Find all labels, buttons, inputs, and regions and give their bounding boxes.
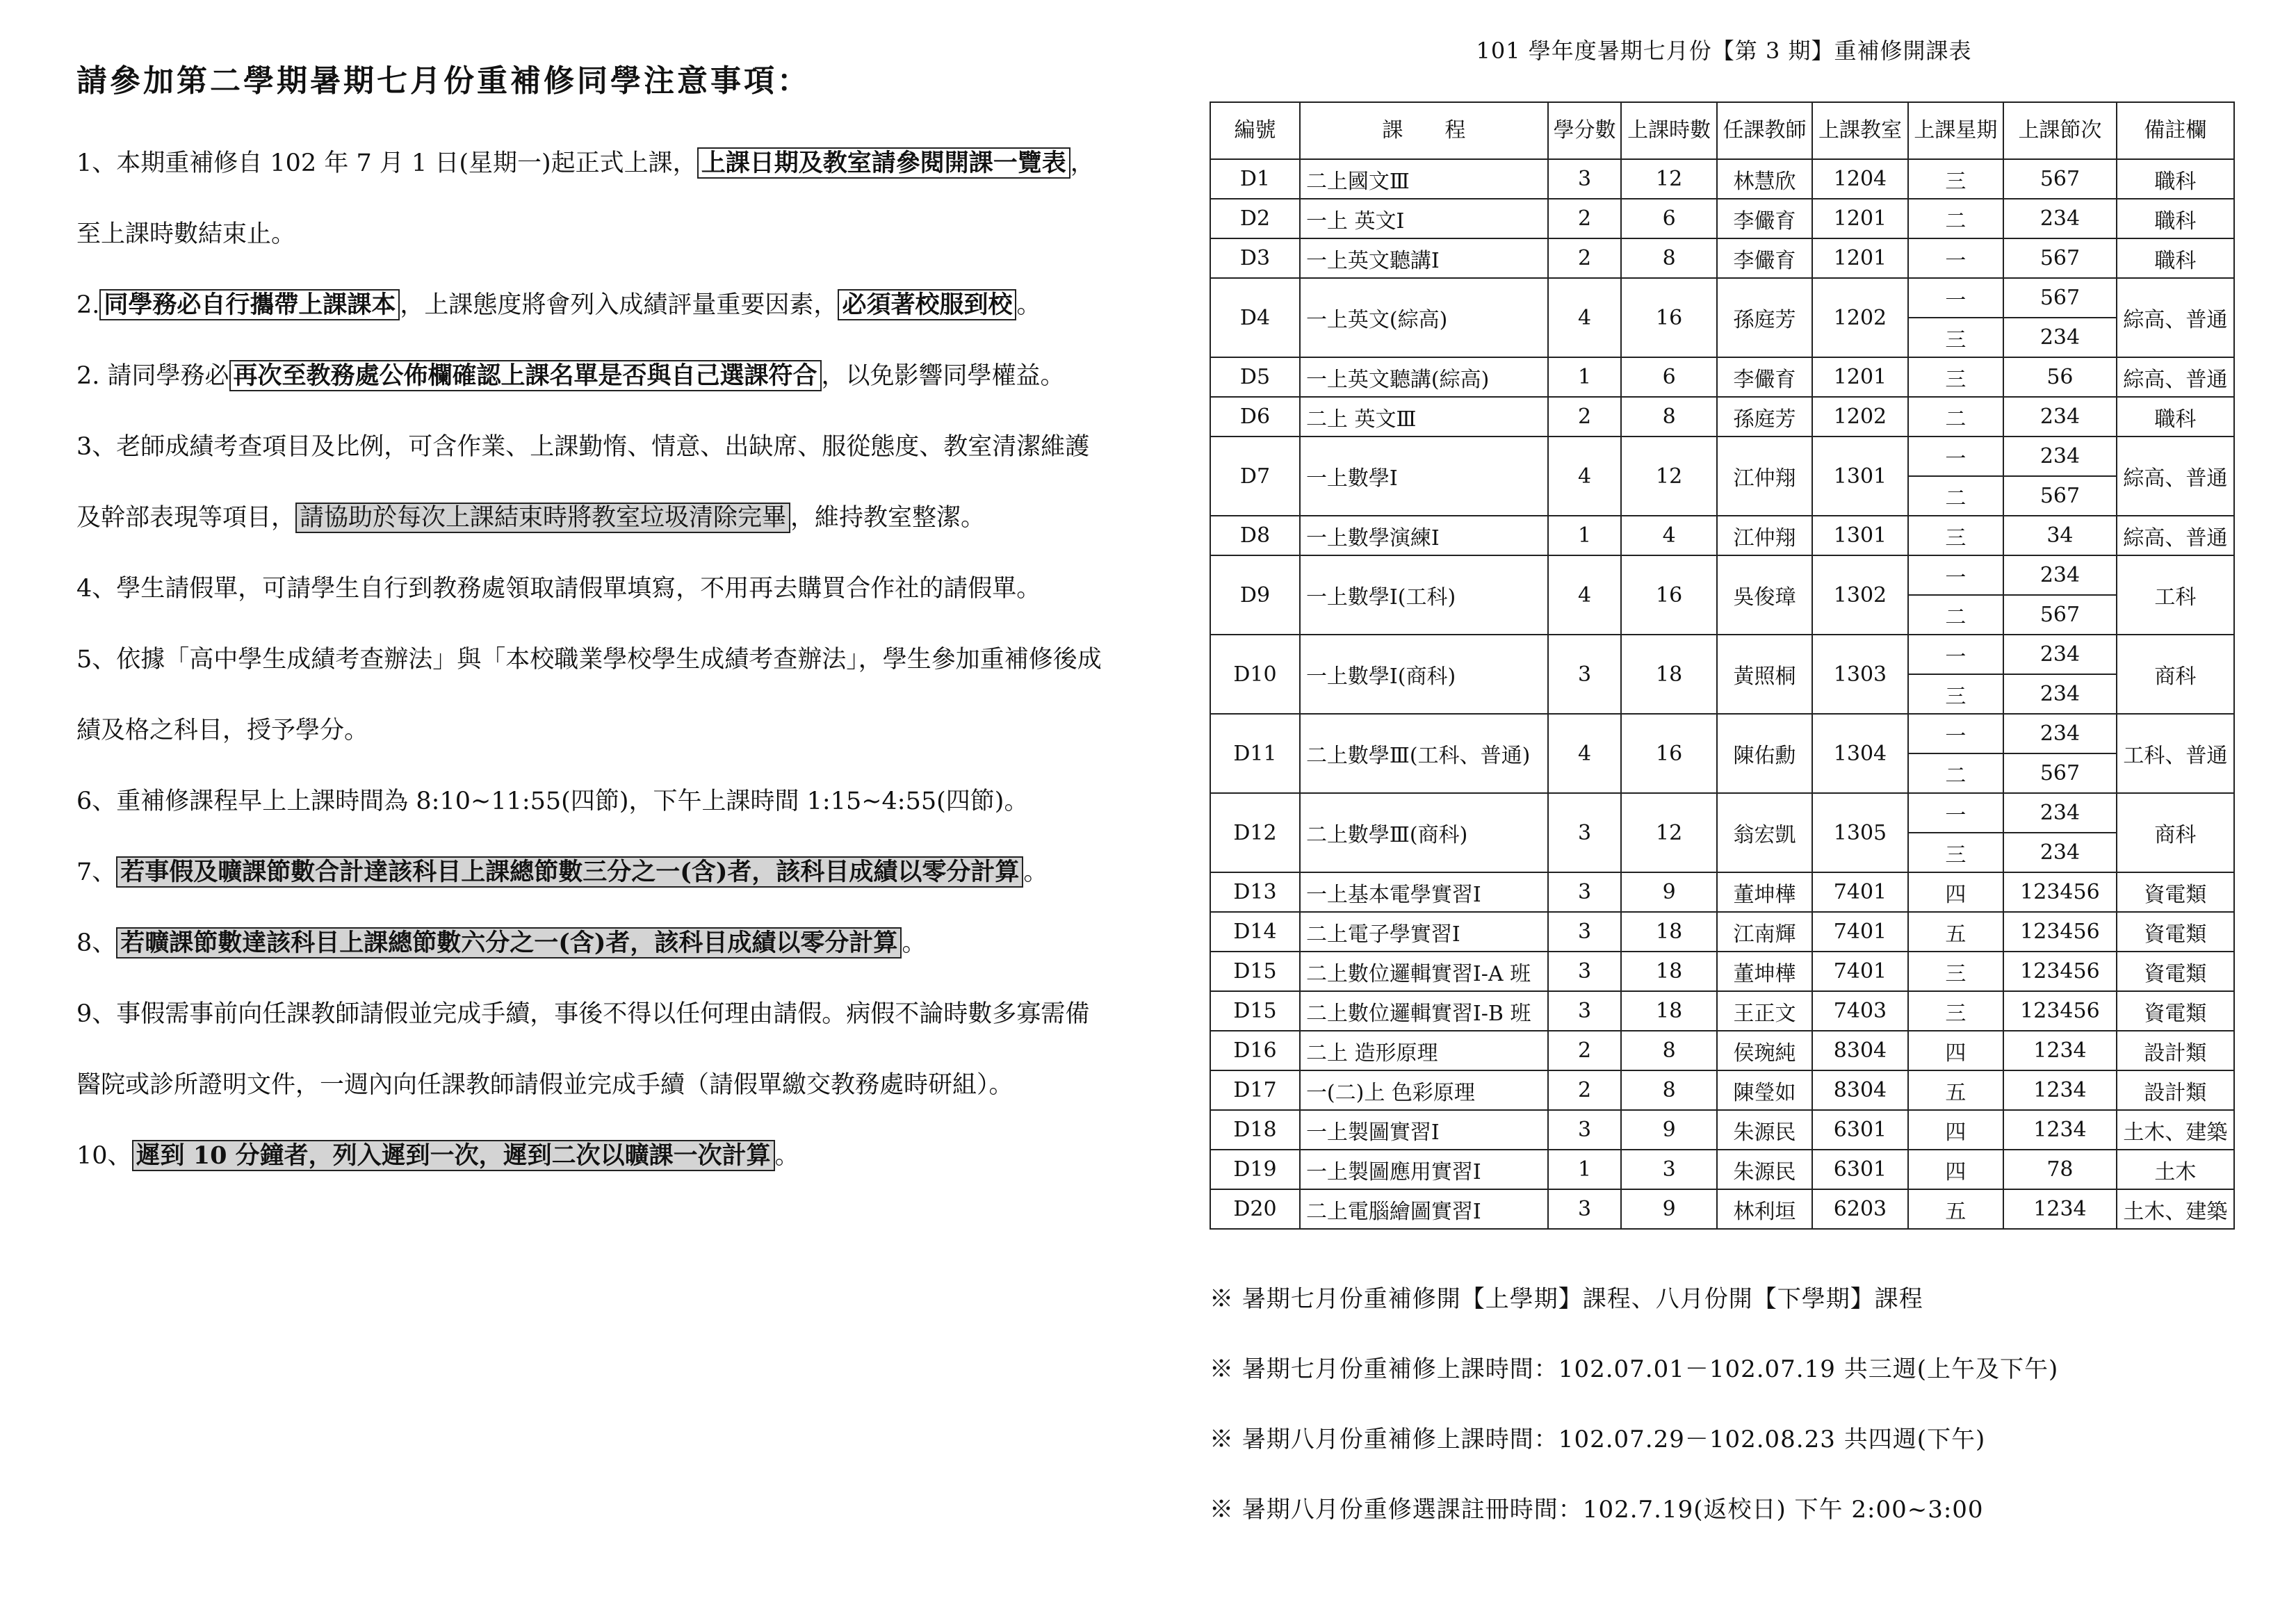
period-cell: 78 bbox=[2003, 1150, 2117, 1189]
notice-item bbox=[76, 766, 1105, 837]
course-name-cell: 一上數學演練Ⅰ bbox=[1300, 516, 1548, 555]
room-cell: 1304 bbox=[1812, 714, 1907, 793]
course-id-cell: D13 bbox=[1210, 872, 1300, 912]
course-name-cell: 二上電子學實習Ⅰ bbox=[1300, 912, 1548, 952]
credit-cell: 3 bbox=[1548, 1110, 1622, 1150]
period-cell: 1234 bbox=[2003, 1031, 2117, 1070]
note-cell: 土木 bbox=[2117, 1150, 2234, 1189]
credit-cell: 2 bbox=[1548, 397, 1622, 437]
room-cell: 1305 bbox=[1812, 793, 1907, 872]
table-row bbox=[1210, 357, 2234, 397]
period-cell: 234 bbox=[2003, 318, 2117, 357]
table-body bbox=[1210, 159, 2234, 1229]
course-id-cell: D14 bbox=[1210, 912, 1300, 952]
weekday-cell: 一 bbox=[1908, 714, 2003, 753]
teacher-cell: 江南輝 bbox=[1717, 912, 1812, 952]
schedule-notes bbox=[1210, 1264, 2238, 1545]
weekday-cell: 四 bbox=[1908, 872, 2003, 912]
course-id-cell: D19 bbox=[1210, 1150, 1300, 1189]
room-cell: 7403 bbox=[1812, 991, 1907, 1031]
room-cell: 7401 bbox=[1812, 912, 1907, 952]
schedule-note: ※ 暑期八月份重修選課註冊時間：102.7.19(返校日) 下午 2:00~3:00 bbox=[1210, 1496, 1984, 1524]
boxed-text: 若曠課節數達該科目上課總節數六分之一(含)者，該科目成績以零分計算 bbox=[116, 927, 902, 959]
course-name-cell: 一上數學Ⅰ bbox=[1300, 437, 1548, 516]
schedule-note: ※ 暑期七月份重補修上課時間：102.07.01－102.07.19 共三週(上午及下午) bbox=[1210, 1355, 2059, 1383]
hours-cell: 18 bbox=[1621, 635, 1716, 714]
credit-cell: 2 bbox=[1548, 1070, 1622, 1110]
table-row bbox=[1210, 1070, 2234, 1110]
credit-cell: 1 bbox=[1548, 357, 1622, 397]
course-id-cell: D6 bbox=[1210, 397, 1300, 437]
course-id-cell: D4 bbox=[1210, 278, 1300, 357]
hours-cell: 9 bbox=[1621, 872, 1716, 912]
teacher-cell: 董坤樺 bbox=[1717, 872, 1812, 912]
course-name-cell: 一上英文(綜高) bbox=[1300, 278, 1548, 357]
credit-cell: 3 bbox=[1548, 1189, 1622, 1229]
weekday-cell: 三 bbox=[1908, 674, 2003, 714]
note-cell: 土木、建築 bbox=[2117, 1110, 2234, 1150]
notice-text: 4、學生請假單，可請學生自行到教務處領取請假單填寫，不用再去購買合作社的請假單。 bbox=[76, 575, 1041, 603]
teacher-cell: 林慧欣 bbox=[1717, 159, 1812, 199]
course-name-cell: 一上 英文Ⅰ bbox=[1300, 199, 1548, 238]
course-name-cell: 二上電腦繪圖實習Ⅰ bbox=[1300, 1189, 1548, 1229]
weekday-cell: 二 bbox=[1908, 199, 2003, 238]
teacher-cell: 朱源民 bbox=[1717, 1150, 1812, 1189]
col-teacher-header: 任課教師 bbox=[1717, 102, 1812, 159]
course-id-cell: D20 bbox=[1210, 1189, 1300, 1229]
teacher-cell: 李儼育 bbox=[1717, 357, 1812, 397]
teacher-cell: 翁宏凱 bbox=[1717, 793, 1812, 872]
teacher-cell: 李儼育 bbox=[1717, 238, 1812, 278]
course-name-cell: 一上英文聽講Ⅰ bbox=[1300, 238, 1548, 278]
course-id-cell: D7 bbox=[1210, 437, 1300, 516]
table-row bbox=[1210, 1150, 2234, 1189]
table-row bbox=[1210, 793, 2234, 833]
hours-cell: 8 bbox=[1621, 1070, 1716, 1110]
table-row bbox=[1210, 635, 2234, 674]
period-cell: 234 bbox=[2003, 555, 2117, 595]
notice-item bbox=[76, 908, 1105, 979]
notice-text: 7、 bbox=[76, 858, 117, 886]
note-cell: 資電類 bbox=[2117, 991, 2234, 1031]
note-cell: 資電類 bbox=[2117, 952, 2234, 991]
col-course-header: 課 程 bbox=[1300, 102, 1548, 159]
room-cell: 1201 bbox=[1812, 357, 1907, 397]
boxed-text: 若事假及曠課節數合計達該科目上課總節數三分之一(含)者，該科目成績以零分計算 bbox=[116, 856, 1023, 888]
notice-text: ，維持教室整潔。 bbox=[790, 504, 986, 532]
notice-text: ，上課態度將會列入成績評量重要因素， bbox=[400, 291, 838, 319]
note-cell: 設計類 bbox=[2117, 1070, 2234, 1110]
weekday-cell: 一 bbox=[1908, 238, 2003, 278]
hours-cell: 9 bbox=[1621, 1110, 1716, 1150]
hours-cell: 12 bbox=[1621, 437, 1716, 516]
boxed-text: 遲到 10 分鐘者，列入遲到一次，遲到二次以曠課一次計算 bbox=[132, 1140, 775, 1171]
credit-cell: 4 bbox=[1548, 278, 1622, 357]
course-name-cell: 一上數學Ⅰ(商科) bbox=[1300, 635, 1548, 714]
room-cell: 1201 bbox=[1812, 199, 1907, 238]
boxed-text: 上課日期及教室請參閱開課一覽表 bbox=[697, 147, 1070, 179]
room-cell: 1204 bbox=[1812, 159, 1907, 199]
credit-cell: 1 bbox=[1548, 1150, 1622, 1189]
boxed-text: 再次至教務處公佈欄確認上課名單是否與自己選課符合 bbox=[229, 360, 822, 391]
course-name-cell: 二上數位邏輯實習Ⅰ-B 班 bbox=[1300, 991, 1548, 1031]
teacher-cell: 李儼育 bbox=[1717, 199, 1812, 238]
course-id-cell: D18 bbox=[1210, 1110, 1300, 1150]
note-cell: 綜高、普通 bbox=[2117, 516, 2234, 555]
teacher-cell: 吳俊璋 bbox=[1717, 555, 1812, 635]
notice-text: ，至上課時數結束止。 bbox=[76, 149, 1095, 248]
table-row bbox=[1210, 516, 2234, 555]
note-cell: 商科 bbox=[2117, 793, 2234, 872]
course-id-cell: D3 bbox=[1210, 238, 1300, 278]
course-id-cell: D2 bbox=[1210, 199, 1300, 238]
teacher-cell: 陳瑩如 bbox=[1717, 1070, 1812, 1110]
teacher-cell: 孫庭芳 bbox=[1717, 278, 1812, 357]
schedule-title: 101 學年度暑期七月份【第 3 期】重補修開課表 bbox=[1476, 38, 1972, 64]
weekday-cell: 四 bbox=[1908, 1031, 2003, 1070]
notice-item bbox=[76, 341, 1105, 411]
notice-text: 。 bbox=[1016, 291, 1041, 319]
notice-text: 6、重補修課程早上上課時間為 8:10~11:55(四節)，下午上課時間 1:15~4:55(四節)。 bbox=[76, 788, 1029, 815]
notice-text: 8、 bbox=[76, 929, 117, 957]
weekday-cell: 二 bbox=[1908, 397, 2003, 437]
period-cell: 234 bbox=[2003, 635, 2117, 674]
period-cell: 34 bbox=[2003, 516, 2117, 555]
table-row bbox=[1210, 437, 2234, 476]
course-name-cell: 二上數位邏輯實習Ⅰ-A 班 bbox=[1300, 952, 1548, 991]
boxed-text: 同學務必自行攜帶上課課本 bbox=[99, 289, 400, 320]
note-cell: 綜高、普通 bbox=[2117, 357, 2234, 397]
credit-cell: 3 bbox=[1548, 159, 1622, 199]
notice-text: 。 bbox=[774, 1142, 799, 1170]
weekday-cell: 一 bbox=[1908, 278, 2003, 318]
table-row bbox=[1210, 238, 2234, 278]
room-cell: 6301 bbox=[1812, 1110, 1907, 1150]
notice-text: 1、本期重補修自 102 年 7 月 1 日(星期一)起正式上課， bbox=[76, 149, 697, 177]
col-room-header: 上課教室 bbox=[1812, 102, 1907, 159]
notice-text: 10、 bbox=[76, 1142, 132, 1170]
weekday-cell: 五 bbox=[1908, 1070, 2003, 1110]
course-name-cell: 二上 造形原理 bbox=[1300, 1031, 1548, 1070]
credit-cell: 3 bbox=[1548, 793, 1622, 872]
table-row bbox=[1210, 714, 2234, 753]
hours-cell: 3 bbox=[1621, 1150, 1716, 1189]
course-id-cell: D10 bbox=[1210, 635, 1300, 714]
course-name-cell: 二上數學Ⅲ(工科、普通) bbox=[1300, 714, 1548, 793]
period-cell: 567 bbox=[2003, 278, 2117, 318]
table-row bbox=[1210, 199, 2234, 238]
credit-cell: 2 bbox=[1548, 199, 1622, 238]
course-name-cell: 一上數學Ⅰ(工科) bbox=[1300, 555, 1548, 635]
room-cell: 1202 bbox=[1812, 278, 1907, 357]
teacher-cell: 董坤樺 bbox=[1717, 952, 1812, 991]
weekday-cell: 一 bbox=[1908, 793, 2003, 833]
weekday-cell: 五 bbox=[1908, 912, 2003, 952]
course-name-cell: 一上製圖應用實習Ⅰ bbox=[1300, 1150, 1548, 1189]
boxed-text: 必須著校服到校 bbox=[838, 289, 1016, 320]
notice-item bbox=[76, 837, 1105, 908]
room-cell: 1301 bbox=[1812, 516, 1907, 555]
period-cell: 234 bbox=[2003, 397, 2117, 437]
notice-item bbox=[76, 270, 1105, 341]
period-cell: 567 bbox=[2003, 476, 2117, 516]
hours-cell: 8 bbox=[1621, 397, 1716, 437]
notice-list bbox=[76, 128, 1105, 1191]
course-id-cell: D1 bbox=[1210, 159, 1300, 199]
col-hours-header: 上課時數 bbox=[1621, 102, 1716, 159]
credit-cell: 3 bbox=[1548, 952, 1622, 991]
teacher-cell: 黃照桐 bbox=[1717, 635, 1812, 714]
col-credit-header: 學分數 bbox=[1548, 102, 1622, 159]
notice-section bbox=[76, 42, 1105, 1191]
credit-cell: 1 bbox=[1548, 516, 1622, 555]
table-row bbox=[1210, 872, 2234, 912]
teacher-cell: 江仲翔 bbox=[1717, 516, 1812, 555]
weekday-cell: 二 bbox=[1908, 595, 2003, 635]
notice-text: 9、事假需事前向任課教師請假並完成手續，事後不得以任何理由請假。病假不論時數多寡需備醫院或診所證明文件，一週內向任課教師請假並完成手續（請假單繳交教務處時研組）。 bbox=[76, 1000, 1090, 1099]
weekday-cell: 三 bbox=[1908, 318, 2003, 357]
notice-title: 請參加第二學期暑期七月份重補修同學注意事項： bbox=[76, 63, 811, 99]
credit-cell: 3 bbox=[1548, 912, 1622, 952]
room-cell: 8304 bbox=[1812, 1031, 1907, 1070]
period-cell: 1234 bbox=[2003, 1110, 2117, 1150]
notice-text: 5、依據「高中學生成績考查辦法」與「本校職業學校學生成績考查辦法」，學生參加重補修後成績及格之科目，授予學分。 bbox=[76, 646, 1102, 744]
period-cell: 234 bbox=[2003, 714, 2117, 753]
notice-item bbox=[76, 411, 1105, 553]
period-cell: 234 bbox=[2003, 437, 2117, 476]
room-cell: 1301 bbox=[1812, 437, 1907, 516]
table-row bbox=[1210, 397, 2234, 437]
room-cell: 1201 bbox=[1812, 238, 1907, 278]
room-cell: 1303 bbox=[1812, 635, 1907, 714]
hours-cell: 8 bbox=[1621, 1031, 1716, 1070]
course-id-cell: D15 bbox=[1210, 952, 1300, 991]
teacher-cell: 王正文 bbox=[1717, 991, 1812, 1031]
table-row bbox=[1210, 555, 2234, 595]
note-cell: 設計類 bbox=[2117, 1031, 2234, 1070]
hours-cell: 16 bbox=[1621, 714, 1716, 793]
notice-text: 。 bbox=[902, 929, 927, 957]
note-cell: 工科、普通 bbox=[2117, 714, 2234, 793]
period-cell: 123456 bbox=[2003, 872, 2117, 912]
table-header-row bbox=[1210, 102, 2234, 159]
course-id-cell: D11 bbox=[1210, 714, 1300, 793]
period-cell: 567 bbox=[2003, 159, 2117, 199]
hours-cell: 8 bbox=[1621, 238, 1716, 278]
course-name-cell: 二上 英文Ⅲ bbox=[1300, 397, 1548, 437]
period-cell: 234 bbox=[2003, 674, 2117, 714]
hours-cell: 6 bbox=[1621, 357, 1716, 397]
teacher-cell: 侯琬純 bbox=[1717, 1031, 1812, 1070]
table-row bbox=[1210, 952, 2234, 991]
period-cell: 234 bbox=[2003, 833, 2117, 872]
room-cell: 1202 bbox=[1812, 397, 1907, 437]
table-row bbox=[1210, 1110, 2234, 1150]
teacher-cell: 陳佑勳 bbox=[1717, 714, 1812, 793]
course-id-cell: D8 bbox=[1210, 516, 1300, 555]
hours-cell: 16 bbox=[1621, 278, 1716, 357]
table-row bbox=[1210, 1031, 2234, 1070]
note-cell: 綜高、普通 bbox=[2117, 278, 2234, 357]
credit-cell: 2 bbox=[1548, 238, 1622, 278]
period-cell: 567 bbox=[2003, 238, 2117, 278]
credit-cell: 4 bbox=[1548, 714, 1622, 793]
hours-cell: 4 bbox=[1621, 516, 1716, 555]
schedule-note: ※ 暑期七月份重補修開【上學期】課程、八月份開【下學期】課程 bbox=[1210, 1285, 1923, 1313]
credit-cell: 2 bbox=[1548, 1031, 1622, 1070]
course-id-cell: D5 bbox=[1210, 357, 1300, 397]
col-note-header: 備註欄 bbox=[2117, 102, 2234, 159]
period-cell: 56 bbox=[2003, 357, 2117, 397]
course-id-cell: D16 bbox=[1210, 1031, 1300, 1070]
course-id-cell: D15 bbox=[1210, 991, 1300, 1031]
course-name-cell: 一上基本電學實習Ⅰ bbox=[1300, 872, 1548, 912]
weekday-cell: 三 bbox=[1908, 159, 2003, 199]
credit-cell: 3 bbox=[1548, 991, 1622, 1031]
course-id-cell: D17 bbox=[1210, 1070, 1300, 1110]
course-name-cell: 一(二)上 色彩原理 bbox=[1300, 1070, 1548, 1110]
schedule-note: ※ 暑期八月份重補修上課時間：102.07.29－102.08.23 共四週(下午) bbox=[1210, 1426, 1986, 1453]
room-cell: 1302 bbox=[1812, 555, 1907, 635]
course-name-cell: 二上數學Ⅲ(商科) bbox=[1300, 793, 1548, 872]
course-id-cell: D9 bbox=[1210, 555, 1300, 635]
course-name-cell: 一上英文聽講(綜高) bbox=[1300, 357, 1548, 397]
note-cell: 職科 bbox=[2117, 238, 2234, 278]
weekday-cell: 四 bbox=[1908, 1110, 2003, 1150]
weekday-cell: 二 bbox=[1908, 753, 2003, 793]
note-cell: 土木、建築 bbox=[2117, 1189, 2234, 1229]
weekday-cell: 三 bbox=[1908, 991, 2003, 1031]
note-cell: 綜高、普通 bbox=[2117, 437, 2234, 516]
period-cell: 123456 bbox=[2003, 912, 2117, 952]
period-cell: 123456 bbox=[2003, 991, 2117, 1031]
hours-cell: 9 bbox=[1621, 1189, 1716, 1229]
weekday-cell: 三 bbox=[1908, 357, 2003, 397]
hours-cell: 12 bbox=[1621, 159, 1716, 199]
room-cell: 6301 bbox=[1812, 1150, 1907, 1189]
period-cell: 234 bbox=[2003, 199, 2117, 238]
hours-cell: 6 bbox=[1621, 199, 1716, 238]
note-cell: 資電類 bbox=[2117, 872, 2234, 912]
note-cell: 商科 bbox=[2117, 635, 2234, 714]
teacher-cell: 孫庭芳 bbox=[1717, 397, 1812, 437]
note-cell: 職科 bbox=[2117, 159, 2234, 199]
notice-item bbox=[76, 1120, 1105, 1191]
notice-item bbox=[76, 624, 1105, 766]
weekday-cell: 一 bbox=[1908, 555, 2003, 595]
period-cell: 1234 bbox=[2003, 1189, 2117, 1229]
table-row bbox=[1210, 912, 2234, 952]
teacher-cell: 朱源民 bbox=[1717, 1110, 1812, 1150]
notice-text: 。 bbox=[1023, 858, 1048, 886]
hours-cell: 12 bbox=[1621, 793, 1716, 872]
schedule-table bbox=[1210, 101, 2235, 1230]
credit-cell: 3 bbox=[1548, 872, 1622, 912]
credit-cell: 3 bbox=[1548, 635, 1622, 714]
weekday-cell: 四 bbox=[1908, 1150, 2003, 1189]
credit-cell: 4 bbox=[1548, 555, 1622, 635]
course-id-cell: D12 bbox=[1210, 793, 1300, 872]
notice-text: 3、老師成績考查項目及比例，可含作業、上課勤惰、情意、出缺席、服從態度、教室清潔維護及幹部表現等項目， bbox=[76, 433, 1090, 532]
schedule-section bbox=[1210, 33, 2238, 1545]
table-row bbox=[1210, 991, 2234, 1031]
table-row bbox=[1210, 1189, 2234, 1229]
course-name-cell: 一上製圖實習Ⅰ bbox=[1300, 1110, 1548, 1150]
room-cell: 7401 bbox=[1812, 952, 1907, 991]
col-period-header: 上課節次 bbox=[2003, 102, 2117, 159]
col-day-header: 上課星期 bbox=[1908, 102, 2003, 159]
weekday-cell: 五 bbox=[1908, 1189, 2003, 1229]
hours-cell: 18 bbox=[1621, 991, 1716, 1031]
table-row bbox=[1210, 159, 2234, 199]
notice-item bbox=[76, 128, 1105, 270]
course-name-cell: 二上國文Ⅲ bbox=[1300, 159, 1548, 199]
period-cell: 567 bbox=[2003, 753, 2117, 793]
note-cell: 職科 bbox=[2117, 199, 2234, 238]
boxed-text: 請協助於每次上課結束時將教室垃圾清除完畢 bbox=[295, 503, 790, 533]
period-cell: 1234 bbox=[2003, 1070, 2117, 1110]
room-cell: 6203 bbox=[1812, 1189, 1907, 1229]
weekday-cell: 三 bbox=[1908, 516, 2003, 555]
period-cell: 234 bbox=[2003, 793, 2117, 833]
col-id-header: 編號 bbox=[1210, 102, 1300, 159]
hours-cell: 18 bbox=[1621, 912, 1716, 952]
weekday-cell: 三 bbox=[1908, 952, 2003, 991]
notice-item bbox=[76, 553, 1105, 624]
credit-cell: 4 bbox=[1548, 437, 1622, 516]
table-row bbox=[1210, 278, 2234, 318]
weekday-cell: 三 bbox=[1908, 833, 2003, 872]
notice-text: ，以免影響同學權益。 bbox=[821, 362, 1065, 390]
hours-cell: 18 bbox=[1621, 952, 1716, 991]
teacher-cell: 江仲翔 bbox=[1717, 437, 1812, 516]
room-cell: 8304 bbox=[1812, 1070, 1907, 1110]
weekday-cell: 二 bbox=[1908, 476, 2003, 516]
weekday-cell: 一 bbox=[1908, 437, 2003, 476]
note-cell: 職科 bbox=[2117, 397, 2234, 437]
notice-text: 2. bbox=[76, 291, 100, 319]
teacher-cell: 林利垣 bbox=[1717, 1189, 1812, 1229]
note-cell: 工科 bbox=[2117, 555, 2234, 635]
room-cell: 7401 bbox=[1812, 872, 1907, 912]
notice-text: 2. 請同學務必 bbox=[76, 362, 229, 390]
period-cell: 123456 bbox=[2003, 952, 2117, 991]
period-cell: 567 bbox=[2003, 595, 2117, 635]
weekday-cell: 一 bbox=[1908, 635, 2003, 674]
notice-item bbox=[76, 979, 1105, 1120]
hours-cell: 16 bbox=[1621, 555, 1716, 635]
note-cell: 資電類 bbox=[2117, 912, 2234, 952]
